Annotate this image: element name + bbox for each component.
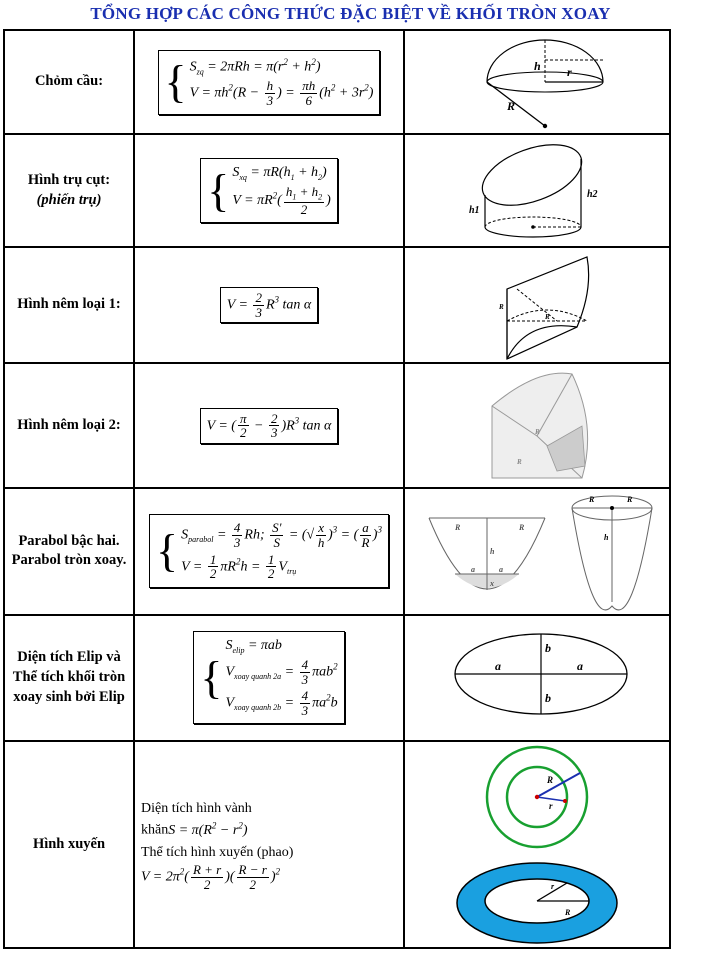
label-r: r [549,800,553,811]
formula-cell [134,615,404,742]
table-row [4,488,670,615]
formula-box: { $S_{zq} = 2\pi Rh = \pi(r^2 + h^2)$ $V = \pi h^2(R$ − $\frac{h}{3}$ ) = $\frac{\pi h}{6}$ $(h^2 + 3r^2)$ [158,50,381,115]
label-h: h [490,547,495,557]
spherical-cap-figure [407,32,667,132]
label-a: a [471,565,475,575]
label-b: b [545,690,551,705]
label-a: a [577,658,583,673]
page-title: TỔNG HỢP CÁC CÔNG THỨC ĐẶC BIỆT VỀ KHỐI TRÒN XOAY [90,4,611,23]
row-name [4,134,134,246]
formula-box: { $S_{parabol}$ = $\frac{4}{3}$ Rh; $\frac{S'}{S}$ = (√ $\frac{x}{h}$ )$^3$ = ( $\frac{a}{R}$ )$^3$ V = $\frac{1}{2}$ $\pi R^2h$ = $\frac{1}{2}$ $V_{trụ}$ [149,514,389,588]
label-R: R [565,907,571,917]
figure-cell [404,134,670,246]
torus-figure [407,743,667,947]
formula-cell [134,363,404,488]
figure-cell [404,247,670,364]
torus-volume-text: Thể tích hình xuyến (phao) [141,844,294,860]
formula-cell [134,247,404,364]
table-row [4,247,670,364]
label-h1: h1 [469,204,480,216]
label-x: x [490,579,494,589]
row-subtitle: (phiến trụ) [36,191,102,208]
label-h: h [534,59,541,74]
label-h2: h2 [587,188,598,200]
formula-box: V = $\frac{2}{3}$ $R^3$ tan α [220,287,319,323]
label-R: R [545,313,550,322]
formula-cell [134,488,404,615]
row-name: Chỏm cầu: [4,30,134,134]
figure-cell [404,30,670,134]
table-row [4,134,670,246]
ellipse-figure [407,618,667,738]
formula-cell [134,134,404,246]
annulus-text: Diện tích hình vành [141,800,252,816]
label-R: R [499,303,504,312]
label-R: R [547,774,554,785]
label-R: R [455,523,461,533]
row-name: Hình nêm loại 1: [4,247,134,364]
formula-table [3,29,671,949]
formula-box: { $S_{xq} = \pi R(h_1 + h_2)$ $V = \pi R^2$( $\frac{h_1 + h_2}{2}$ ) [200,158,338,223]
row-name: Parabol bậc hai. Parabol tròn xoay. [4,488,134,615]
figure-cell [404,363,670,488]
torus-formulas: Diện tích hình vành khănS = $\pi(R^2 - r^2)$ Thể tích hình xuyến (phao) $V = 2\pi^2$( $\frac{R + r}{2}$ )( $\frac{R - r}{2}$ )$^2$ [135,798,403,892]
figure-cell [404,615,670,742]
row-title: Hình trụ cụt: [27,172,111,189]
formula-cell [134,30,404,134]
label-R: R [507,99,516,114]
label-R: R [535,427,540,436]
formula-cell [134,741,404,948]
annulus-text-2: khăn [141,822,169,838]
label-b: b [545,640,551,655]
row-name: Diện tích Elip và Thể tích khối tròn xoay sinh bởi Elip [4,615,134,742]
figure-cell [404,488,670,615]
label-r: r [567,65,572,80]
parabola-figure [407,490,667,612]
truncated-cylinder-figure [407,137,667,245]
label-R: R [627,495,633,505]
row-name: Hình nêm loại 2: [4,363,134,488]
row-name: Hình xuyến [4,741,134,948]
label-a: a [495,658,501,673]
table-row [4,615,670,742]
label-h: h [604,533,609,543]
wedge-type2-figure [407,366,667,486]
formula-box: V = ( $\frac{\pi}{2}$ − $\frac{2}{3}$ )$R^3$ tan α [200,408,339,444]
wedge-type1-figure [407,249,667,361]
table-row [4,741,670,948]
label-a: a [499,565,503,575]
label-r: r [551,881,555,891]
formula-box: { $S_{elip} = \pi ab$ $V_{xoay quanh 2a}$ = $\frac{4}{3}$ πab$^2$ $V_{xoay quanh 2b}$ = $\frac{4}{3}$ $\pi a^2b$ [193,631,344,724]
table-row [4,30,670,134]
label-R: R [517,457,522,466]
table-row [4,363,670,488]
label-R: R [589,495,595,505]
label-R: R [519,523,525,533]
figure-cell [404,741,670,948]
